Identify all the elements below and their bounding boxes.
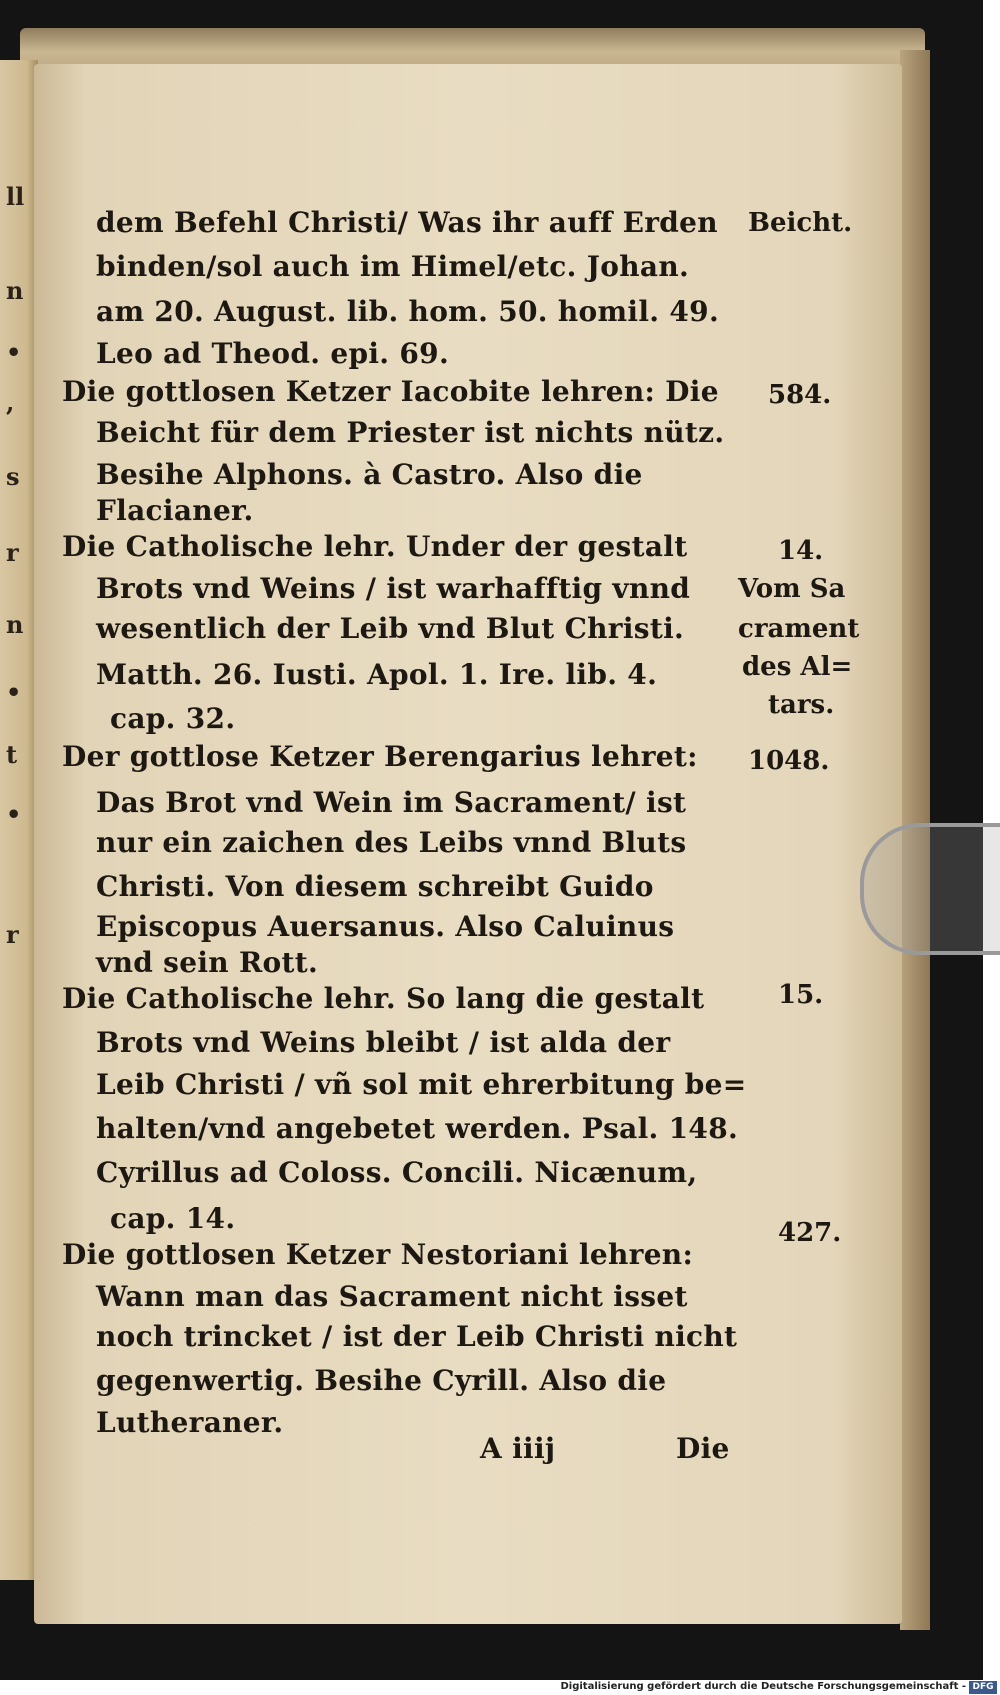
text-line: binden/sol auch im Himel/etc. Johan. — [96, 250, 690, 283]
margin-note: 1048. — [748, 746, 830, 776]
left-page-glyph: s — [6, 462, 20, 491]
left-page-glyph: r — [6, 920, 19, 949]
text-line: Die gottlosen Ketzer Iacobite lehren: Die — [62, 375, 719, 408]
left-page-glyph: • — [6, 678, 22, 707]
text-line: Die gottlosen Ketzer Nestoriani lehren: — [62, 1238, 694, 1271]
page-clip — [860, 823, 1000, 955]
margin-note: 15. — [778, 980, 824, 1010]
text-line: Christi. Von diesem schreibt Guido — [96, 870, 654, 903]
text-line: cap. 14. — [110, 1202, 236, 1235]
text-line: Leib Christi / vñ sol mit ehrerbitung be= — [96, 1068, 747, 1101]
text-line: Brots vnd Weins / ist warhafftig vnnd — [96, 572, 691, 605]
text-line: Brots vnd Weins bleibt / ist alda der — [96, 1026, 671, 1059]
left-page-glyph: r — [6, 538, 19, 567]
text-line: Lutheraner. — [96, 1406, 284, 1439]
signature-mark: A iiij — [480, 1432, 556, 1465]
margin-note: Beicht. — [748, 208, 853, 238]
margin-note: 584. — [768, 380, 832, 410]
text-line: Die Catholische lehr. Under der gestalt — [62, 530, 688, 563]
left-page-glyph: ll — [6, 182, 25, 211]
left-page-glyph: • — [6, 800, 22, 829]
left-page-glyph: t — [6, 740, 18, 769]
left-page-glyph: • — [6, 338, 22, 367]
digitization-credit: Digitalisierung gefördert durch die Deutsche Forschungsgemeinschaft - — [560, 1681, 966, 1692]
margin-note: 427. — [778, 1218, 842, 1248]
margin-note: des Al= — [742, 652, 853, 682]
dfg-logo: DFG — [969, 1681, 997, 1694]
text-line: Besihe Alphons. à Castro. Also die — [96, 458, 643, 491]
catchword: Die — [676, 1432, 730, 1465]
text-line: Matth. 26. Iusti. Apol. 1. Ire. lib. 4. — [96, 658, 658, 691]
left-page-glyph: n — [6, 276, 24, 305]
text-line: Flacianer. — [96, 494, 254, 527]
text-line: noch trincket / ist der Leib Christi nicht — [96, 1320, 738, 1353]
text-line: Episcopus Auersanus. Also Caluinus — [96, 910, 675, 943]
text-line: wesentlich der Leib vnd Blut Christi. — [96, 612, 685, 645]
text-line: cap. 32. — [110, 702, 236, 735]
text-line: am 20. August. lib. hom. 50. homil. 49. — [96, 295, 719, 328]
text-line: gegenwertig. Besihe Cyrill. Also die — [96, 1364, 667, 1397]
text-line: nur ein zaichen des Leibs vnnd Bluts — [96, 826, 687, 859]
text-line: Der gottlose Ketzer Berengarius lehret: — [62, 740, 698, 773]
text-line: Das Brot vnd Wein im Sacrament/ ist — [96, 786, 687, 819]
margin-note: crament — [738, 614, 860, 644]
text-line: halten/vnd angebetet werden. Psal. 148. — [96, 1112, 739, 1145]
text-line: Die Catholische lehr. So lang die gestalt — [62, 982, 705, 1015]
text-line: vnd sein Rott. — [96, 946, 319, 979]
text-line: Wann man das Sacrament nicht isset — [96, 1280, 688, 1313]
text-line: Cyrillus ad Coloss. Concili. Nicænum, — [96, 1156, 698, 1189]
text-line: Beicht für dem Priester ist nichts nütz. — [96, 416, 725, 449]
text-line: dem Befehl Christi/ Was ihr auff Erden — [96, 206, 718, 239]
margin-note: Vom Sa — [738, 574, 846, 604]
margin-note: tars. — [768, 690, 835, 720]
left-page-glyph: n — [6, 610, 24, 639]
left-page-glyph: , — [6, 388, 15, 417]
margin-note: 14. — [778, 536, 824, 566]
text-line: Leo ad Theod. epi. 69. — [96, 337, 449, 370]
